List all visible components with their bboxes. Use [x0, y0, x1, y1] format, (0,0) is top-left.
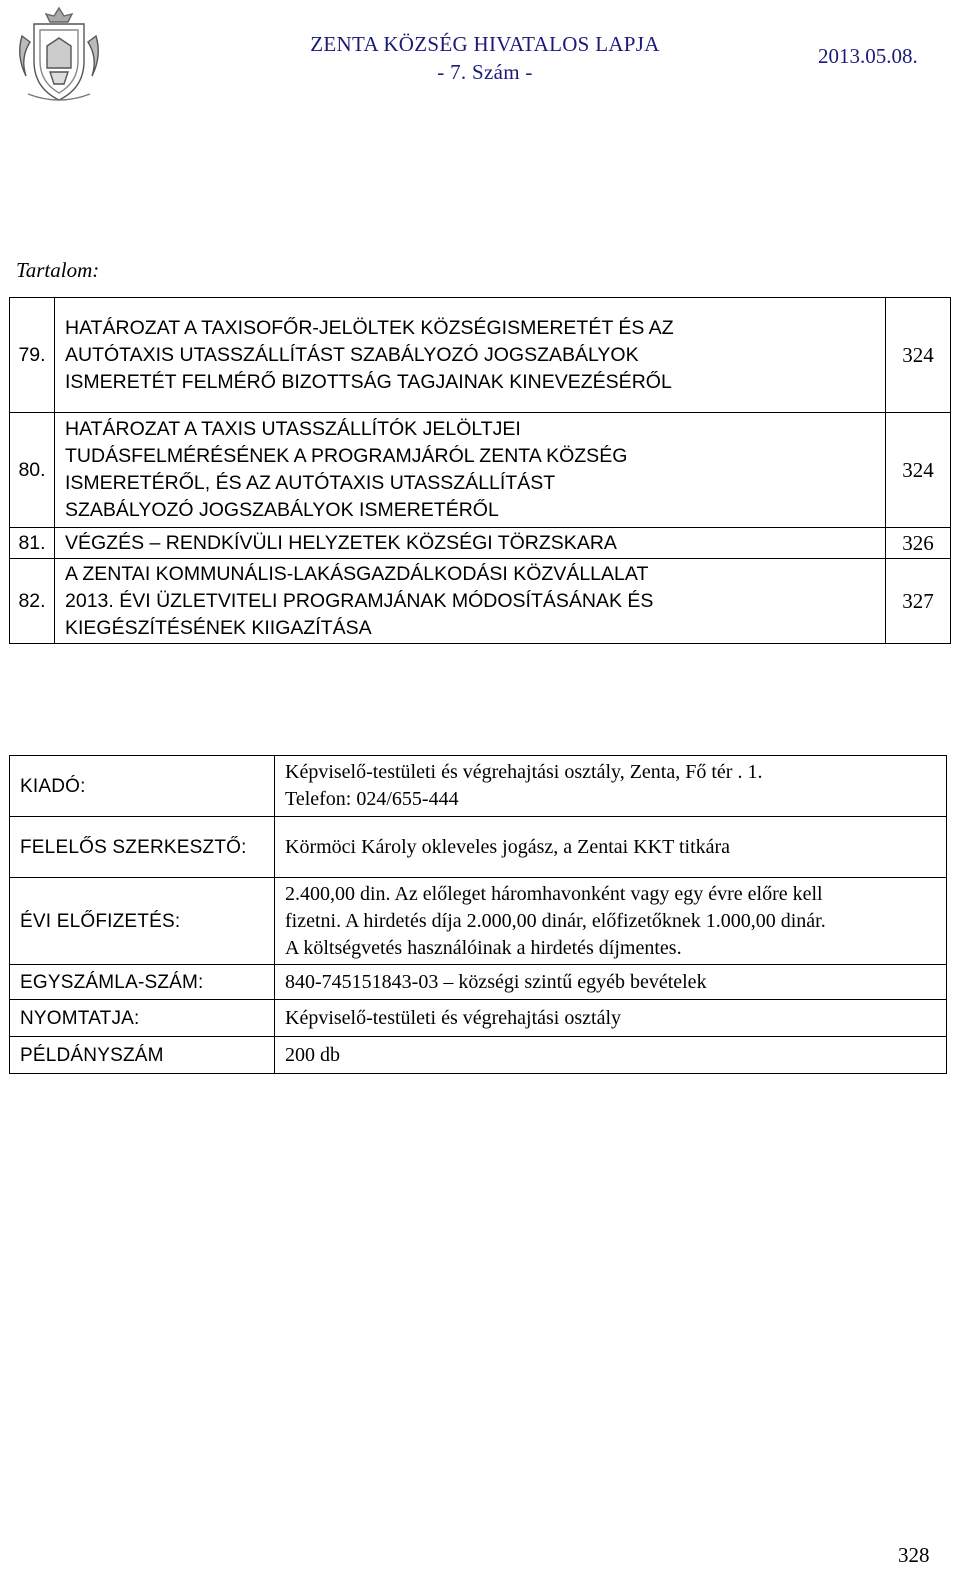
entry-page: 324 [886, 413, 951, 528]
imprint-value-line: Körmöci Károly okleveles jogász, a Zentai KKT titkára [285, 835, 731, 858]
imprint-value [275, 878, 947, 965]
issue-number: - 7. Szám - [437, 60, 533, 84]
entry-number: 80. [10, 413, 55, 528]
imprint-row [10, 1037, 947, 1074]
entry-title-line: SZABÁLYOZÓ JOGSZABÁLYOK ISMERETÉRŐL [65, 499, 499, 521]
entry-title [55, 559, 886, 644]
entry-title-line: VÉGZÉS – RENDKÍVÜLI HELYZETEK KÖZSÉGI TÖRZSKARA [65, 531, 617, 554]
entry-number: 79. [10, 298, 55, 413]
imprint-row [10, 878, 947, 965]
contents-row [10, 559, 951, 644]
entry-page: 326 [886, 528, 951, 559]
imprint-value-line: A költségvetés használóinak a hirdetés díjmentes. [285, 936, 682, 959]
entry-title-line: HATÁROZAT A TAXISOFŐR-JELÖLTEK KÖZSÉGISMERETÉT ÉS AZ [65, 316, 674, 339]
entry-title-line: ISMERETÉRŐL, ÉS AZ AUTÓTAXIS UTASSZÁLLÍTÁST [65, 472, 556, 494]
imprint-value-line: 200 db [285, 1043, 340, 1066]
entry-title [55, 528, 886, 559]
entry-title-line: ISMERETÉT FELMÉRŐ BIZOTTSÁG TAGJAINAK KINEVEZÉSÉRŐL [65, 370, 672, 393]
imprint-table [9, 755, 947, 1074]
imprint-row [10, 965, 947, 1000]
imprint-label: KIADÓ: [10, 756, 275, 817]
contents-row [10, 298, 951, 413]
entry-number: 82. [10, 559, 55, 644]
page-header [0, 0, 960, 110]
contents-row [10, 528, 951, 559]
entry-title-line: AUTÓTAXIS UTASSZÁLLÍTÁST SZABÁLYOZÓ JOGSZABÁLYOK [65, 343, 639, 366]
imprint-label: PÉLDÁNYSZÁM [10, 1037, 275, 1074]
entry-page: 324 [886, 298, 951, 413]
contents-table [9, 297, 951, 644]
entry-title-line: KIEGÉSZÍTÉSÉNEK KIIGAZÍTÁSA [65, 616, 372, 639]
imprint-value-line: Telefon: 024/655-444 [285, 788, 459, 810]
imprint-value-line: fizetni. A hirdetés díja 2.000,00 dinár, előfizetőknek 1.000,00 dinár. [285, 909, 826, 932]
contents-row [10, 413, 951, 528]
coat-of-arms-icon [14, 6, 104, 106]
publication-title [275, 30, 695, 86]
imprint-label: FELELŐS SZERKESZTŐ: [10, 817, 275, 878]
imprint-row [10, 756, 947, 817]
entry-title-line: HATÁROZAT A TAXIS UTASSZÁLLÍTÓK JELÖLTJEI [65, 418, 521, 440]
imprint-value [275, 1000, 947, 1037]
imprint-value [275, 965, 947, 1000]
entry-title-line: A ZENTAI KOMMUNÁLIS-LAKÁSGAZDÁLKODÁSI KÖZVÁLLALAT [65, 562, 649, 585]
imprint-value-line: 2.400,00 din. Az előleget háromhavonként vagy egy évre előre kell [285, 882, 823, 905]
contents-heading: Tartalom: [16, 258, 100, 282]
issue-date: 2013.05.08. [818, 44, 918, 68]
imprint-value [275, 756, 947, 817]
entry-number: 81. [10, 528, 55, 559]
entry-page: 327 [886, 559, 951, 644]
imprint-row [10, 817, 947, 878]
entry-title [55, 298, 886, 413]
page-number: 328 [898, 1543, 930, 1567]
imprint-row [10, 1000, 947, 1037]
imprint-value-line: Képviselő-testületi és végrehajtási osztály, Zenta, Fő tér . 1. [285, 761, 763, 783]
imprint-value-line: 840-745151843-03 – községi szintű egyéb bevételek [285, 970, 707, 993]
imprint-label: NYOMTATJA: [10, 1000, 275, 1037]
entry-title-line: TUDÁSFELMÉRÉSÉNEK A PROGRAMJÁRÓL ZENTA KÖZSÉG [65, 445, 628, 467]
imprint-value [275, 1037, 947, 1074]
entry-title-line: 2013. ÉVI ÜZLETVITELI PROGRAMJÁNAK MÓDOSÍTÁSÁNAK ÉS [65, 589, 654, 612]
publication-name: ZENTA KÖZSÉG HIVATALOS LAPJA [310, 32, 660, 56]
imprint-label: ÉVI ELŐFIZETÉS: [10, 878, 275, 965]
imprint-label: EGYSZÁMLA-SZÁM: [10, 965, 275, 1000]
entry-title [55, 413, 886, 528]
imprint-value [275, 817, 947, 878]
imprint-value-line: Képviselő-testületi és végrehajtási osztály [285, 1006, 622, 1029]
